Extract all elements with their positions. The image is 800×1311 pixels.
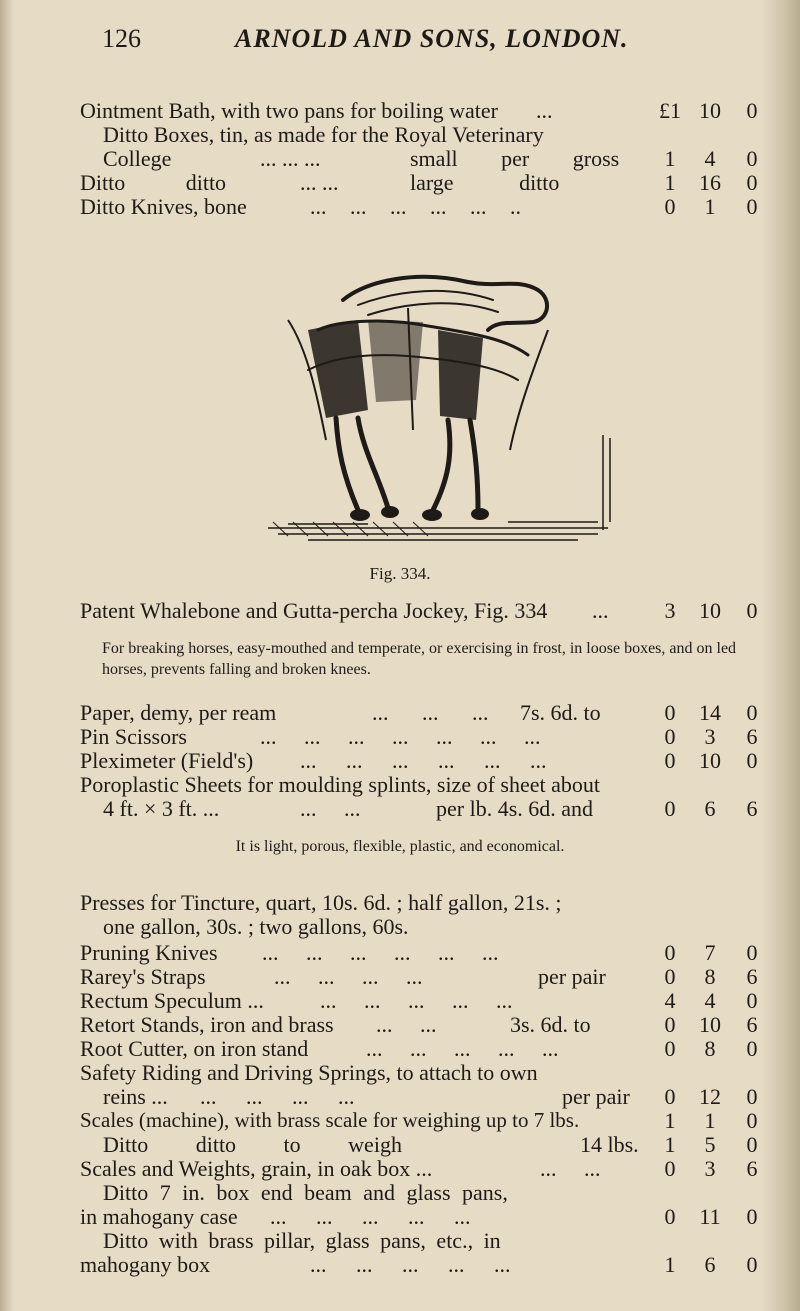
price-pounds: 1 xyxy=(664,1108,676,1133)
entry-description: Ditto ditto xyxy=(80,170,227,195)
price-pence: 0 xyxy=(746,1108,758,1133)
entry-description: Pin Scissors xyxy=(80,724,187,749)
price-shillings: 10 xyxy=(699,598,721,623)
entry-description: 4 ft. × 3 ft. ... xyxy=(103,796,220,821)
price-pounds: 0 xyxy=(664,796,676,821)
price-pounds: 1 xyxy=(664,170,676,195)
page-header xyxy=(0,24,800,64)
entry-leader: ... xyxy=(592,598,609,623)
entry-unit: per pair xyxy=(562,1084,630,1109)
entry-leader: ... ... xyxy=(540,1156,601,1181)
entry-description: Ointment Bath, with two pans for boiling water xyxy=(80,98,498,123)
page-number: 126 xyxy=(102,24,141,53)
price-pounds: 0 xyxy=(664,1156,676,1181)
running-head: ARNOLD AND SONS, LONDON. xyxy=(235,24,629,53)
entry-price xyxy=(655,598,775,626)
catalog-entry xyxy=(0,194,800,222)
entry-description: Ditto ditto to weigh xyxy=(103,1132,402,1157)
price-shillings: 6 xyxy=(704,796,716,821)
price-pounds: 0 xyxy=(664,748,676,773)
entry-description: Patent Whalebone and Gutta-percha Jockey, Fig. 334 xyxy=(80,598,548,623)
entry-description: Rarey's Straps xyxy=(80,964,206,989)
entry-leader: ... ... ... ... ... ... ... xyxy=(260,724,541,749)
price-shillings: 8 xyxy=(704,964,716,989)
price-shillings: 10 xyxy=(699,98,721,123)
entry-description: in mahogany case xyxy=(80,1204,238,1229)
entry-unit: large ditto xyxy=(410,170,560,195)
price-shillings: 3 xyxy=(704,724,716,749)
entry-price xyxy=(655,194,775,222)
jockey-note: For breaking horses, easy-mouthed and temperate, or exercising in frost, in loose boxes, and on led horses, prevents falling and broken knees. xyxy=(102,640,737,678)
price-pounds: 4 xyxy=(664,988,676,1013)
price-shillings: 5 xyxy=(704,1132,716,1157)
price-pence: 0 xyxy=(746,940,758,965)
price-pounds: 0 xyxy=(664,700,676,725)
price-pence: 6 xyxy=(746,1012,758,1037)
price-pounds: 0 xyxy=(664,194,676,219)
price-pence: 0 xyxy=(746,146,758,171)
price-pounds: 0 xyxy=(664,1084,676,1109)
entry-description: College xyxy=(103,146,172,171)
price-pence: 6 xyxy=(746,796,758,821)
entry-unit: small per gross xyxy=(410,146,620,171)
price-pence: 0 xyxy=(746,1084,758,1109)
entry-leader: ... ... ... ... ... xyxy=(310,1252,511,1277)
price-pence: 0 xyxy=(746,700,758,725)
price-shillings: 10 xyxy=(699,1012,721,1037)
price-pence: 6 xyxy=(746,724,758,749)
price-pounds: 1 xyxy=(664,1252,676,1277)
price-pounds: £1 xyxy=(659,98,681,123)
price-pence: 0 xyxy=(746,1036,758,1061)
price-pounds: 0 xyxy=(664,1036,676,1061)
entry-description: Scales and Weights, grain, in oak box ... xyxy=(80,1156,433,1181)
entry-description: Pruning Knives xyxy=(80,940,218,965)
price-pence: 0 xyxy=(746,194,758,219)
entry-description: mahogany box xyxy=(80,1252,211,1277)
entry-description: Safety Riding and Driving Springs, to attach to own xyxy=(80,1060,538,1085)
poroplastic-note: It is light, porous, flexible, plastic, and economical. xyxy=(235,838,565,855)
entry-leader: ... ... ... xyxy=(260,146,321,171)
entry-description: Retort Stands, iron and brass xyxy=(80,1012,334,1037)
horse-jockey-illustration xyxy=(248,260,628,550)
entry-description: Pleximeter (Field's) xyxy=(80,748,254,773)
price-shillings: 4 xyxy=(704,146,716,171)
price-pence: 0 xyxy=(746,988,758,1013)
price-pence: 6 xyxy=(746,1156,758,1181)
entry-leader: ... ... xyxy=(376,1012,437,1037)
entry-leader: ... xyxy=(536,98,553,123)
entry-leader: ... ... ... ... xyxy=(200,1084,355,1109)
entry-leader: ... ... ... ... ... .. xyxy=(310,194,521,219)
entry-price xyxy=(655,1252,775,1280)
price-shillings: 6 xyxy=(704,1252,716,1277)
entry-unit: per pair xyxy=(538,964,606,989)
price-pounds: 1 xyxy=(664,1132,676,1157)
entry-leader: ... ... ... ... xyxy=(274,964,423,989)
entry-description: reins ... xyxy=(103,1084,168,1109)
entry-description: Poroplastic Sheets for moulding splints, size of sheet about xyxy=(80,772,600,797)
catalog-entry xyxy=(0,1252,800,1280)
price-shillings: 16 xyxy=(699,170,721,195)
entry-leader: ... ... ... ... ... xyxy=(366,1036,559,1061)
entry-description: Rectum Speculum ... xyxy=(80,988,264,1013)
price-shillings: 11 xyxy=(699,1204,721,1229)
entry-leader: ... ... xyxy=(300,170,339,195)
price-pence: 6 xyxy=(746,964,758,989)
price-pounds: 0 xyxy=(664,940,676,965)
price-pence: 0 xyxy=(746,598,758,623)
entry-leader: ... ... ... xyxy=(372,700,489,725)
entry-description: Root Cutter, on iron stand xyxy=(80,1036,309,1061)
price-shillings: 8 xyxy=(704,1036,716,1061)
entry-leader: ... ... xyxy=(300,796,361,821)
price-pounds: 0 xyxy=(664,1204,676,1229)
entry-unit: per lb. 4s. 6d. and xyxy=(436,796,594,821)
price-pence: 0 xyxy=(746,1132,758,1157)
price-shillings: 1 xyxy=(704,194,716,219)
price-pounds: 3 xyxy=(664,598,676,623)
price-shillings: 3 xyxy=(704,1156,716,1181)
catalog-entry xyxy=(0,598,800,626)
price-pounds: 0 xyxy=(664,964,676,989)
entry-unit: 3s. 6d. to xyxy=(510,1012,591,1037)
catalog-entry xyxy=(0,914,800,942)
figure-caption: Fig. 334. xyxy=(369,564,431,583)
price-pence: 0 xyxy=(746,170,758,195)
entry-leader: ... ... ... ... ... xyxy=(270,1204,471,1229)
entry-description: one gallon, 30s. ; two gallons, 60s. xyxy=(103,914,409,939)
entry-description: Paper, demy, per ream xyxy=(80,700,277,725)
price-shillings: 12 xyxy=(699,1084,721,1109)
price-pence: 0 xyxy=(746,748,758,773)
entry-unit: 7s. 6d. to xyxy=(520,700,601,725)
catalog-entry xyxy=(0,796,800,824)
price-pounds: 0 xyxy=(664,1012,676,1037)
entry-description: Ditto Boxes, tin, as made for the Royal Veterinary xyxy=(103,122,544,147)
entry-leader: ... ... ... ... ... ... xyxy=(300,748,547,773)
entry-description: Ditto Knives, bone xyxy=(80,194,247,219)
price-pence: 0 xyxy=(746,1204,758,1229)
price-shillings: 1 xyxy=(704,1108,716,1133)
entry-unit: 14 lbs. xyxy=(580,1132,639,1157)
price-pounds: 1 xyxy=(664,146,676,171)
price-shillings: 14 xyxy=(699,700,721,725)
entry-description: Ditto with brass pillar, glass pans, etc., in xyxy=(103,1228,501,1253)
entry-description: Presses for Tincture, quart, 10s. 6d. ; half gallon, 21s. ; xyxy=(80,890,562,915)
price-pence: 0 xyxy=(746,1252,758,1277)
entry-description: Ditto 7 in. box end beam and glass pans, xyxy=(103,1180,508,1205)
price-shillings: 10 xyxy=(699,748,721,773)
entry-description: Scales (machine), with brass scale for weighing up to 7 lbs. xyxy=(80,1108,580,1132)
price-pounds: 0 xyxy=(664,724,676,749)
entry-leader: ... ... ... ... ... ... xyxy=(262,940,499,965)
price-pence: 0 xyxy=(746,98,758,123)
entry-price xyxy=(655,796,775,824)
entry-leader: ... ... ... ... ... xyxy=(320,988,513,1013)
price-shillings: 4 xyxy=(704,988,716,1013)
price-shillings: 7 xyxy=(704,940,716,965)
